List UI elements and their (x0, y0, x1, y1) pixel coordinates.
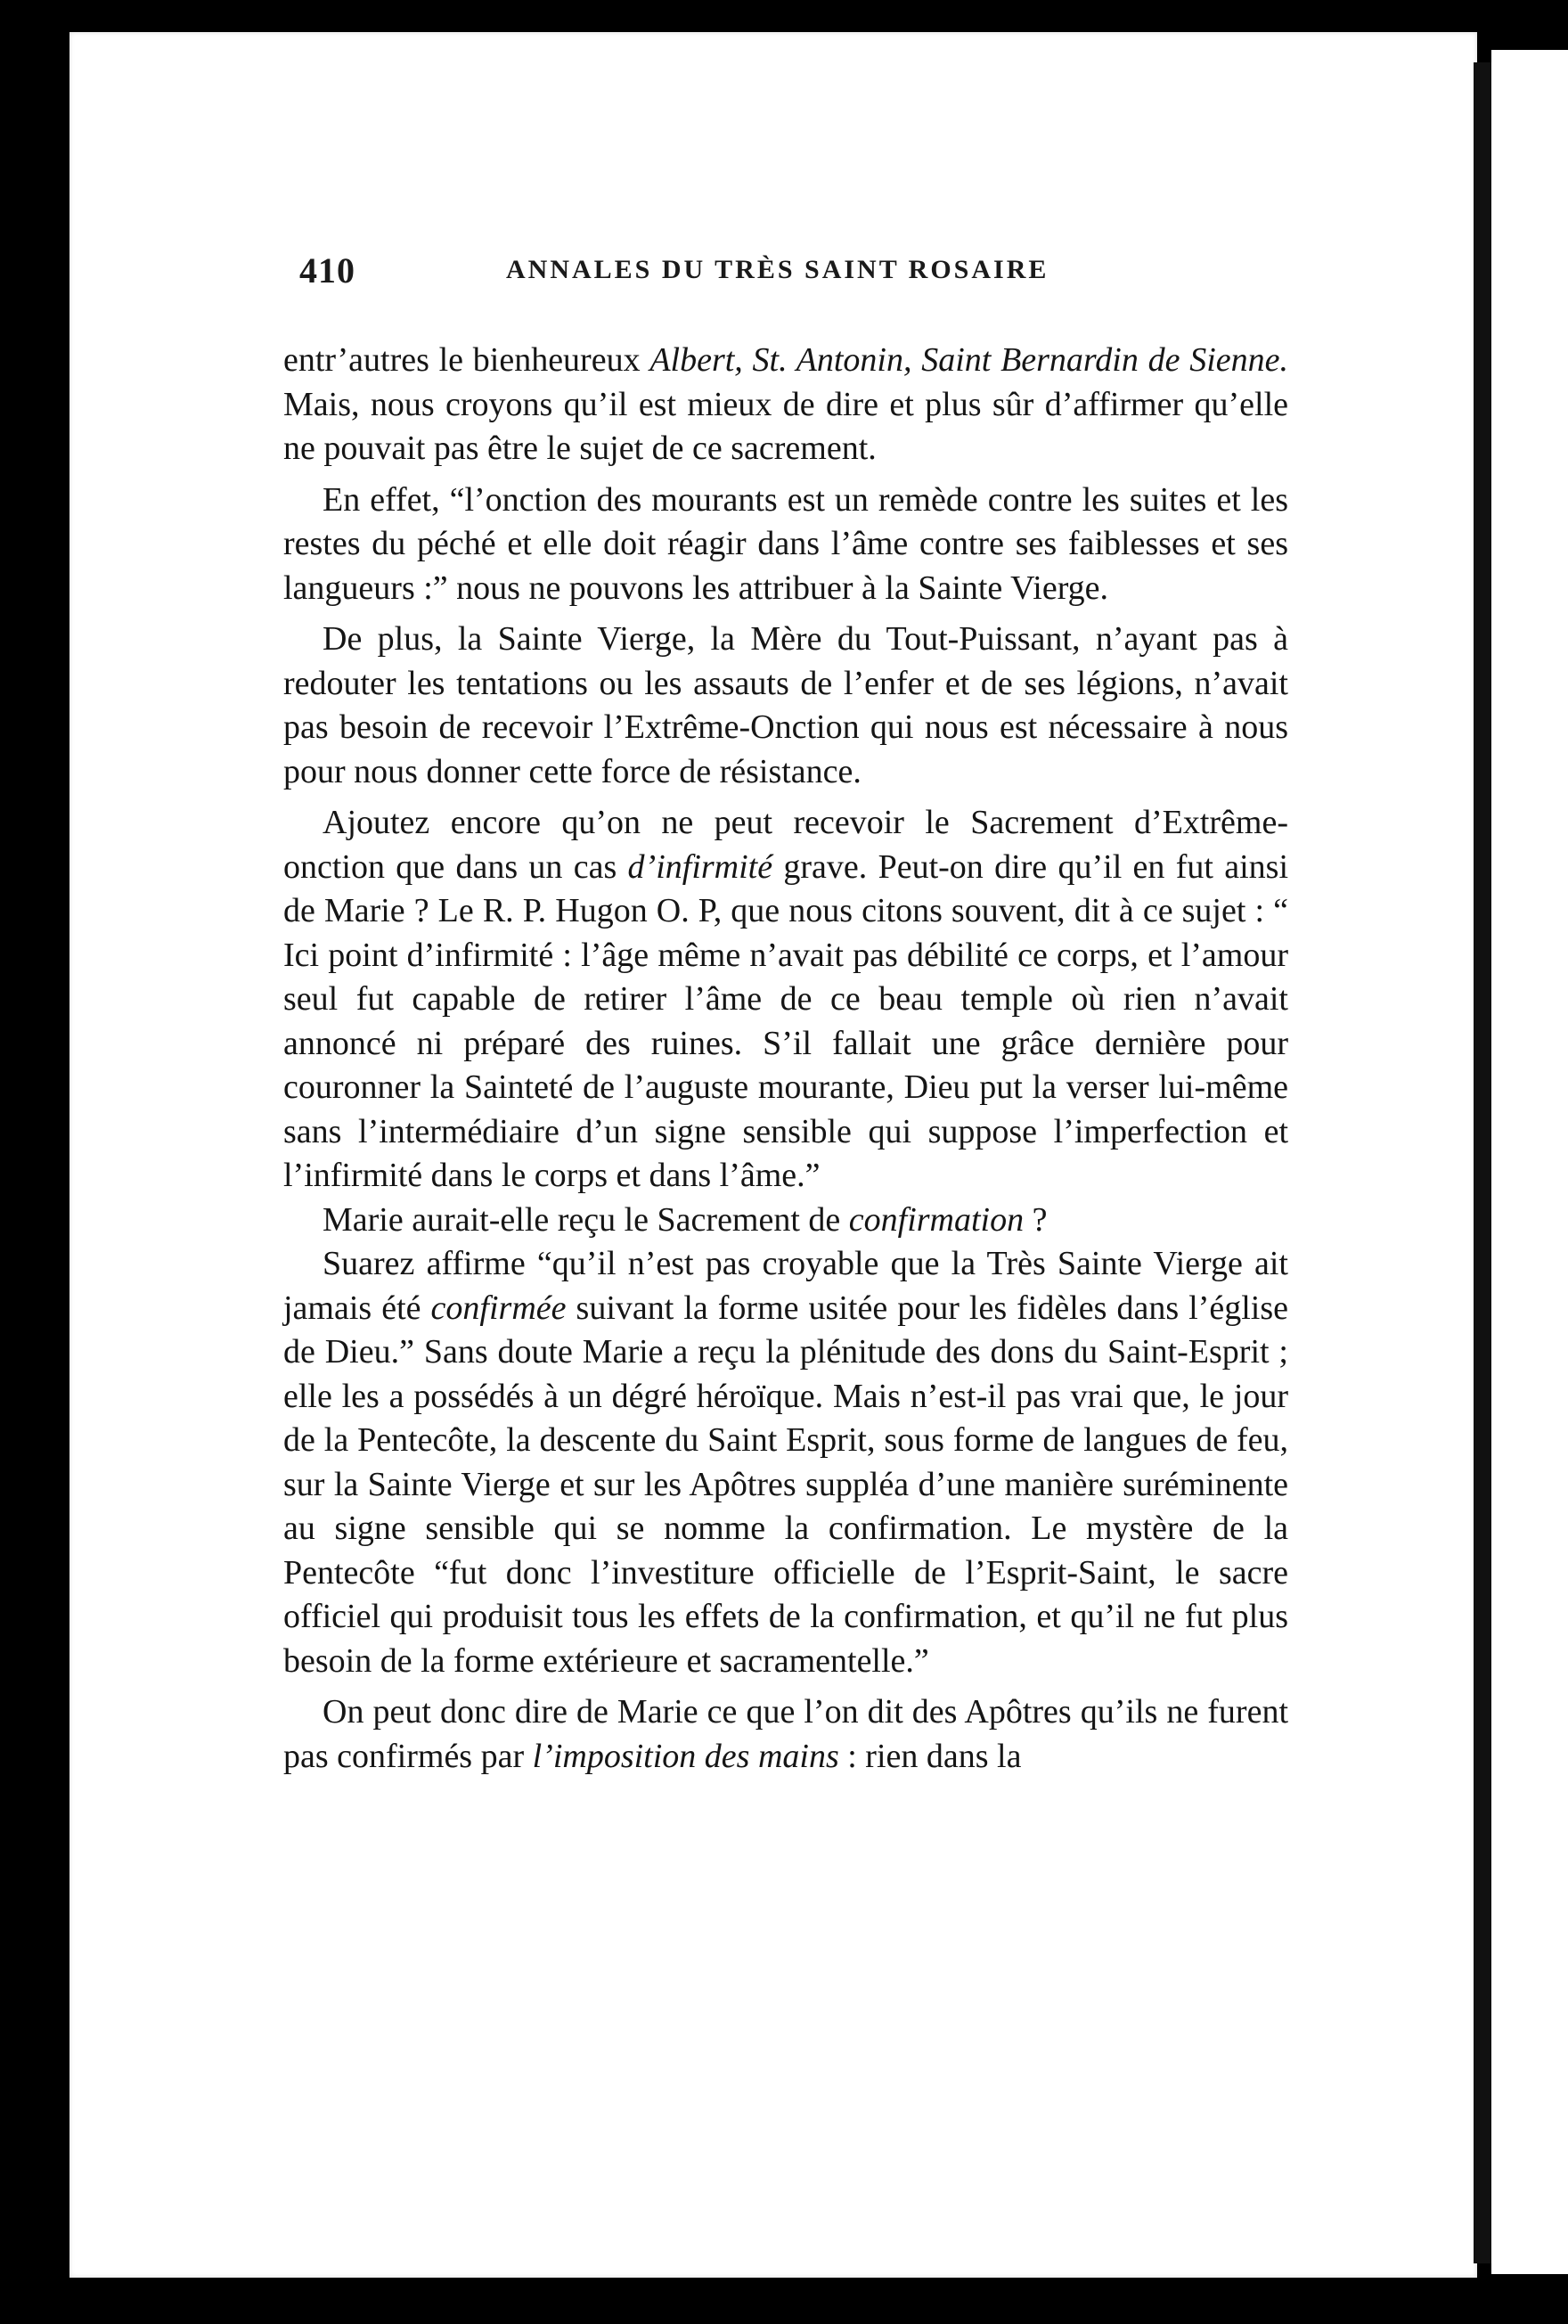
paragraph-1 (283, 339, 1288, 471)
page-number: 410 (299, 250, 355, 290)
paragraph-6 (283, 1242, 1288, 1683)
paragraph-3: De plus, la Sainte Vierge, la Mère du Tout-Puissant, n’ayant pas à redouter les tentations ou les assauts de l’enfer et de ses légions, n’avait pas besoin de recevoir l’Extrême-Onction qui nous est nécessaire à nous pour nous donner cette force de résistance. (283, 620, 1288, 790)
paragraph-1-text-b: Mais, nous croyons qu’il est mieux de dire et plus sûr d’affirmer qu’elle ne pouvait pas être le sujet de ce sacrement. (283, 385, 1288, 467)
paragraph-7-text-b: : rien dans la (838, 1737, 1022, 1775)
paragraph-5 (283, 1199, 1288, 1243)
paragraph-2: En effet, “l’onction des mourants est un remède contre les suites et les restes du péché et elle doit réagir dans l’âme contre ses faiblesses et ses langueurs :” nous ne pouvons les attribuer à la Sainte Vierge. (283, 480, 1288, 607)
page-header (299, 250, 1279, 294)
page-gutter-shadow (1474, 62, 1491, 2263)
paragraph-4-italic: d’infirmité (627, 847, 773, 886)
body-text (283, 339, 1288, 2121)
paragraph-1-italic: Albert, St. Antonin, Saint Bernardin de Sienne. (649, 341, 1288, 379)
paragraph-6-text-b: suivant la forme usitée pour les fidèles dans l’église de Dieu.” Sans doute Marie a reçu la plénitude des dons du Saint-Esprit ; elle les a possédés à un dégré héroïque. Mais n’est-il pas vrai que, le jour de la Pentecôte, la descente du Saint Esprit, sous forme de langues de feu, sur la Sainte Vierge et sur les Apôtres suppléa d’une manière suréminente au signe sensible qui se nomme la confirmation. Le mystère de la Pentecôte “fut donc l’investiture officielle de l’Esprit-Saint, le sacre officiel qui produisit tous les effets de la confirmation, et qu’il ne fut plus besoin de la forme extérieure et sacramentelle.” (283, 1289, 1288, 1680)
paragraph-7 (283, 1690, 1288, 1779)
paragraph-5-text-b: ? (1024, 1200, 1048, 1239)
paragraph-7-italic: l’imposition des mains (532, 1737, 839, 1775)
paragraph-4-text-a: Ajoutez encore qu’on ne peut recevoir le Sacrement d’Extrême-onction que dans un cas (283, 804, 1288, 886)
paragraph-7-text-a: On peut donc dire de Marie ce que l’on dit des Apôtres qu’ils ne furent pas confirmés par (283, 1693, 1288, 1775)
facing-page-edge (1491, 50, 1568, 2274)
paragraph-6-text-a: Suarez affirme “qu’il n’est pas croyable que la Très Sainte Vierge ait jamais été (283, 1245, 1288, 1327)
paragraph-4-text-b: grave. Peut-on dire qu’il en fut ainsi de Marie ? Le R. P. Hugon O. P, que nous citons souvent, dit à ce sujet : “ Ici point d’infirmité : l’âge même n’avait pas débilité ce corps, et l’amour seul fut capable de retirer l’âme de ce beau temple où rien n’avait annoncé ni préparé des ruines. S’il fallait une grâce dernière pour couronner la Sainteté de l’auguste mourante, Dieu put la verser lui-même sans l’intermédiaire d’un signe sensible qui suppose l’imperfection et l’infirmité dans le corps et dans l’âme.” (283, 847, 1289, 1194)
paragraph-5-italic: confirmation (848, 1200, 1025, 1239)
paragraph-4 (283, 801, 1288, 1199)
paragraph-1-text-a: entr’autres le bienheureux (283, 341, 650, 379)
paragraph-6-italic: confirmée (430, 1289, 567, 1327)
running-title: ANNALES DU TRÈS SAINT ROSAIRE (506, 255, 1049, 284)
paragraph-5-text-a: Marie aurait-elle reçu le Sacrement de (323, 1200, 849, 1239)
